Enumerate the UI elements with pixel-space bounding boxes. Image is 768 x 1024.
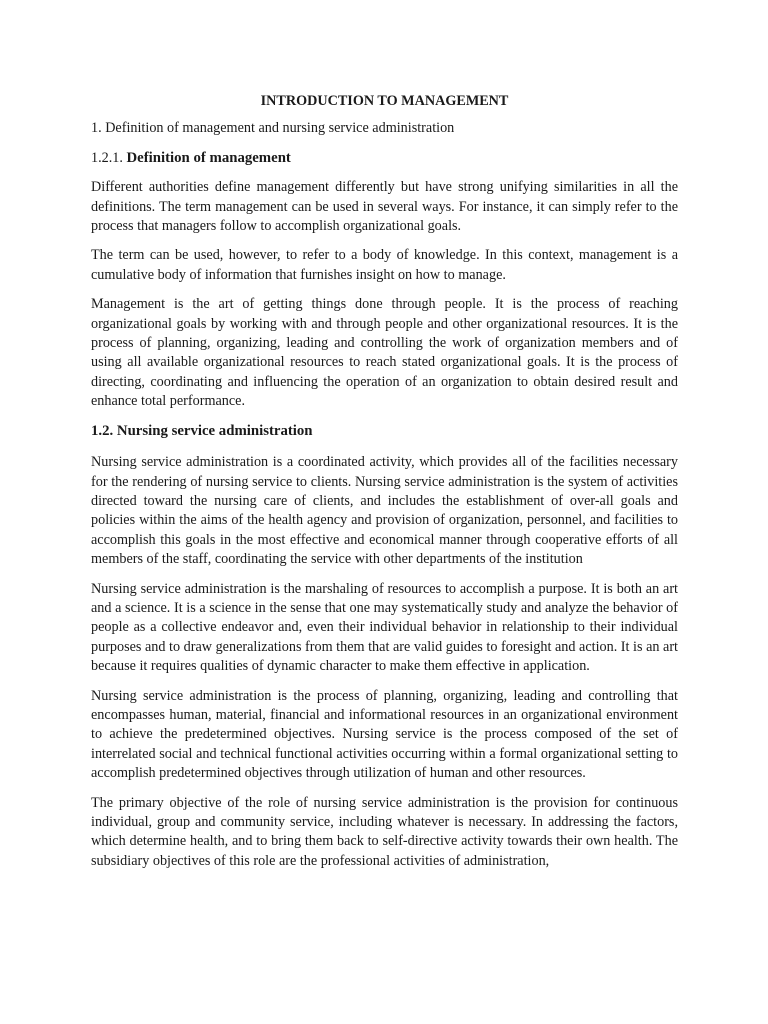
paragraph: Management is the art of getting things done through people. It is the process of reaching organizational goals by working with and through people and other organizational resources. It is the process of planning, organizing, leading and controlling the work of organization members and of using all available organizational resources to reach stated organizational goals. It is the process of directing, coordinating and influencing the operation of an organization to obtain desired result and enhance total performance. (91, 296, 678, 410)
section-heading: 1. Definition of management and nursing service administration (91, 120, 455, 137)
paragraph: Nursing service administration is a coordinated activity, which provides all of the facilities necessary for the rendering of nursing service to clients. Nursing service administration is the system of activities directed toward the nursing care of clients, and includes the establishment of over-all goals and policies within the aims of the health agency and provision of organization, personnel, and facilities to accomplish this goals in the most effective and economical manner through cooperative efforts of all members of the staff, coordinating the service with other departments of the institution (91, 454, 678, 568)
paragraph: Different authorities define management differently but have strong unifying similarities in all the definitions. The term management can be used in several ways. For instance, it can simply refer to the process that managers follow to accomplish organizational goals. (91, 179, 678, 235)
subsection-heading (91, 149, 678, 168)
paragraph: The primary objective of the role of nursing service administration is the provision for continuous individual, group and community service, including whatever is necessary. In addressing the factors, which determine health, and to bring them back to self-directive activity towards their own health. The subsidiary objectives of this role are the professional activities of administration, (91, 794, 678, 869)
subsection-title: Definition of management (126, 149, 291, 166)
paragraph: The term can be used, however, to refer to a body of knowledge. In this context, management is a cumulative body of information that furnishes insight on how to manage. (91, 247, 678, 283)
paragraph: Nursing service administration is the marshaling of resources to accomplish a purpose. It is both an art and a science. It is a science in the sense that one may systematically study and analyze the behavior of people as a collective endeavor and, even their individual behavior in relationship to their individual purposes and to draw generalizations from them that are valid guides to foresight and action. It is an art because it requires qualities of dynamic character to make them effective in application. (91, 580, 678, 675)
paragraph: Nursing service administration is the process of planning, organizing, leading and controlling that encompasses human, material, financial and informational resources in an organizational environment to achieve the predetermined objectives. Nursing service is the process composed of the set of interrelated social and technical functional activities occurring within a formal organizational setting to accomplish predetermined objectives through utilization of human and other resources. (91, 687, 678, 782)
subsection-number: 1.2.1. (91, 149, 123, 166)
subsection-heading-nursing: 1.2. Nursing service administration (91, 422, 313, 439)
document-title: INTRODUCTION TO MANAGEMENT (260, 93, 509, 109)
document-page (91, 92, 678, 881)
